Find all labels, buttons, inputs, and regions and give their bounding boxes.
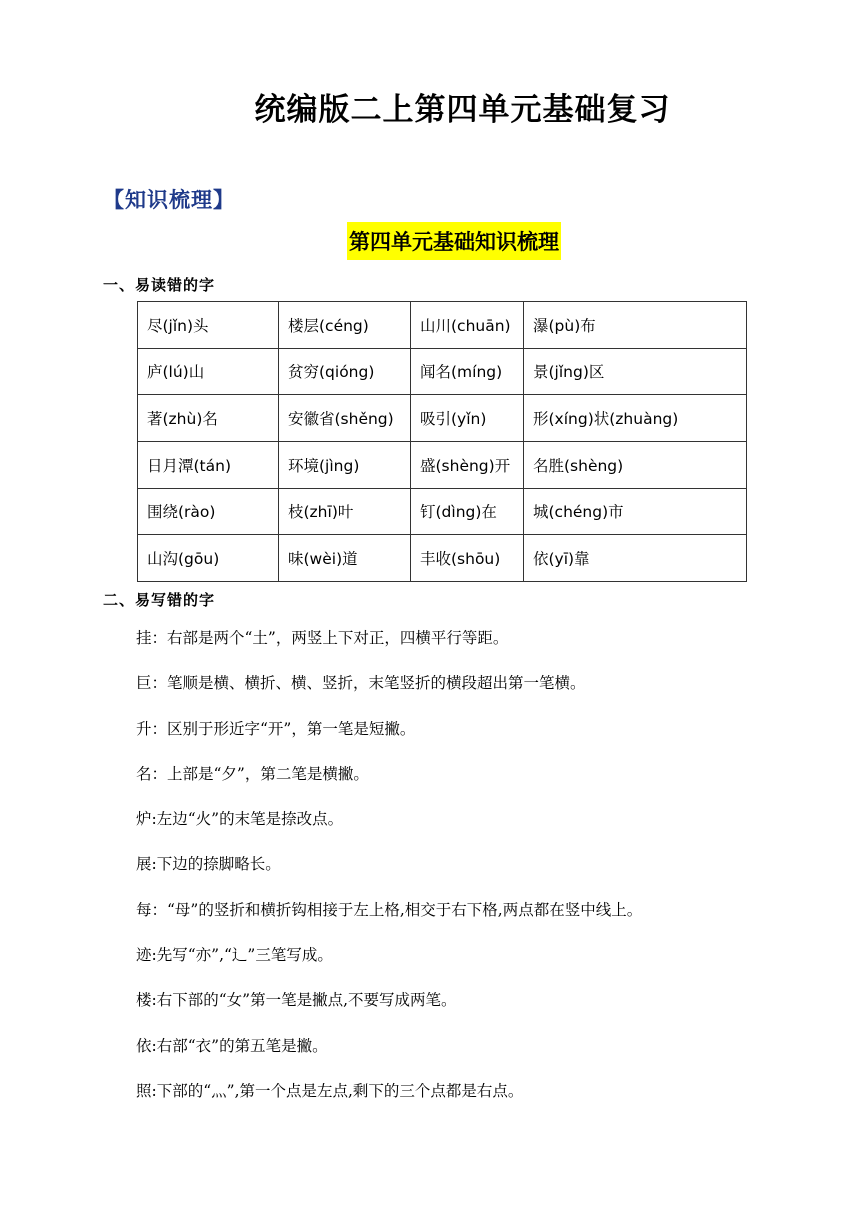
table-row [138,348,747,395]
part2-heading: 二、易写错的字 [103,591,216,609]
table-cell: 山沟(gōu) [138,535,279,582]
table-cell: 山川(chuān) [411,302,524,349]
table-cell: 环境(jìng) [279,441,411,488]
table-cell: 庐(lú)山 [138,348,279,395]
table-cell: 日月潭(tán) [138,441,279,488]
table-row [138,302,747,349]
table-cell: 安徽省(shěng) [279,395,411,442]
table-cell: 形(xíng)状(zhuàng) [524,395,747,442]
table-cell: 吸引(yǐn) [411,395,524,442]
table-row [138,535,747,582]
note-line: 挂：右部是两个“土”，两竖上下对正，四横平行等距。 [136,629,509,647]
table-cell: 丰收(shōu) [411,535,524,582]
table-cell: 尽(jǐn)头 [138,302,279,349]
note-line: 名：上部是“夕”，第二笔是横撇。 [136,764,369,783]
note-line: 依:右部“衣”的第五笔是撇。 [136,1036,328,1055]
document-title: 统编版二上第四单元基础复习 [254,92,671,128]
table-row [138,488,747,535]
table-cell: 著(zhù)名 [138,395,279,442]
table-cell: 贫穷(qióng) [279,348,411,395]
note-line: 每：“母”的竖折和横折钩相接于左上格,相交于右下格,两点都在竖中线上。 [136,900,643,919]
table-cell: 楼层(céng) [279,302,411,349]
vocab-table [137,301,747,582]
table-cell: 味(wèi)道 [279,535,411,582]
writing-notes [136,628,816,1126]
note-line: 展:下边的捺脚略长。 [136,855,281,874]
table-cell: 依(yī)靠 [524,535,747,582]
note-line: 炉:左边“火”的末笔是捺改点。 [136,810,344,829]
note-line: 楼:右下部的“女”第一笔是撇点,不要写成两笔。 [136,991,457,1010]
table-cell: 名胜(shèng) [524,441,747,488]
table-cell: 闻名(míng) [411,348,524,395]
highlighted-subtitle: 第四单元基础知识梳理 [347,222,561,260]
table-row [138,395,747,442]
section-label: 【知识梳理】 [103,188,235,212]
note-line: 照:下部的“灬”,第一个点是左点,剩下的三个点都是右点。 [136,1081,524,1100]
table-cell: 钉(dìng)在 [411,488,524,535]
table-cell: 景(jǐng)区 [524,348,747,395]
note-line: 迹:先写“亦”,“辶”三笔写成。 [136,946,333,965]
table-cell: 围绕(rào) [138,488,279,535]
table-cell: 城(chéng)市 [524,488,747,535]
part1-heading: 一、易读错的字 [103,276,216,294]
table-cell: 盛(shèng)开 [411,441,524,488]
note-line: 巨：笔顺是横、横折、横、竖折，末笔竖折的横段超出第一笔横。 [136,674,586,693]
table-cell: 枝(zhī)叶 [279,488,411,535]
table-cell: 瀑(pù)布 [524,302,747,349]
table-row [138,441,747,488]
note-line: 升：区别于形近字“开”，第一笔是短撇。 [136,719,416,738]
subtitle-container [0,222,860,260]
